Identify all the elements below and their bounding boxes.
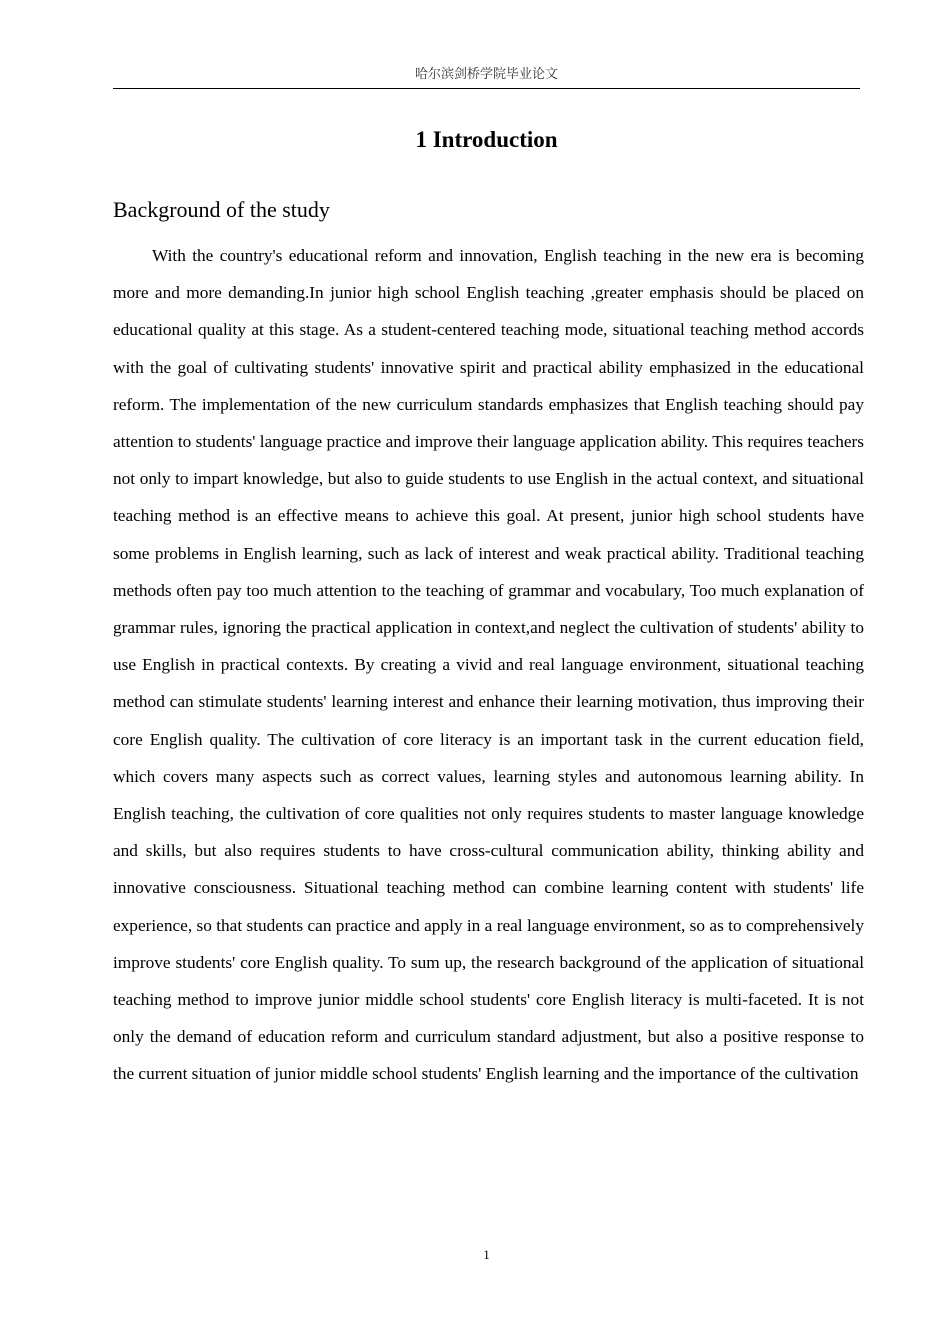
section-heading: Background of the study: [113, 197, 330, 222]
header-rule: [113, 88, 860, 89]
page-number: 1: [483, 1247, 490, 1262]
chapter-title: 1 Introduction: [415, 127, 558, 152]
running-header: 哈尔滨剑桥学院毕业论文: [414, 67, 558, 82]
body-paragraph: With the country's educational reform and innovation, English teaching in the new era is becoming more and more demanding.In junior high school English teaching ,greater emphasis should be placed on educational quality at this stage. As a student-centered teaching mode, situational teaching method accords with the goal of cultivating students' innovative spirit and practical ability emphasized in the educational reform. The implementation of the new curriculum standards emphasizes that English teaching should pay attention to students' language practice and improve their language application ability. This requires teachers not only to impart knowledge, but also to guide students to use English in the actual context, and situational teaching method is an effective means to achieve this goal. At present, junior high school students have some problems in English learning, such as lack of interest and weak practical ability. Traditional teaching methods often pay too much attention to the teaching of grammar and vocabulary, Too much explanation of grammar rules, ignoring the practical application in context,and neglect the cultivation of students' ability to use English in practical contexts. By creating a vivid and real language environment, situational teaching method can stimulate students' learning interest and enhance their learning motivation, thus improving their core English quality. The cultivation of core literacy is an important task in the current education field, which covers many aspects such as correct values, learning styles and autonomous learning ability. In English teaching, the cultivation of core qualities not only requires students to master language knowledge and skills, but also requires students to have cross-cultural communication ability, thinking ability and innovative consciousness. Situational teaching method can combine learning content with students' life experience, so that students can practice and apply in a real language environment, so as to comprehensively improve students' core English quality. To sum up, the research background of the application of situational teaching method to improve junior middle school students' core English literacy is multi-faceted. It is not only the demand of education reform and curriculum standard adjustment, but also a positive response to the current situation of junior middle school students' English learning and the importance of the cultivation: [113, 246, 864, 1084]
